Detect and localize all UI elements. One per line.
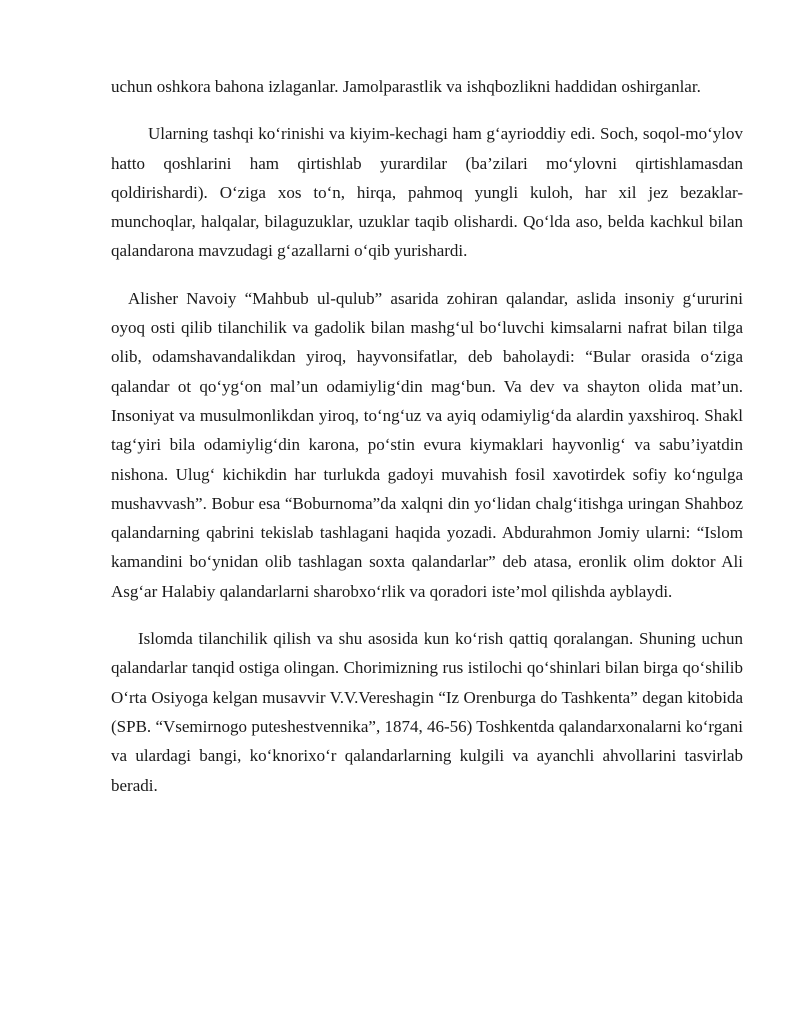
paragraph-1: uchun oshkora bahona izlaganlar. Jamolparastlik va ishqbozlikni haddidan oshirganlar. — [111, 77, 701, 96]
paragraph-2: Ularning tashqi ko‘rinishi va kiyim-kechagi ham g‘ayrioddiy edi. Soch, soqol-mo‘ylov hatto qoshlarini ham qirtishlab yurardilar (ba’zilari mo‘ylovni qirtishlamasdan qoldirishardi). O‘ziga xos to‘n, hirqa, pahmoq yungli kuloh, har xil jez bezaklar-munchoqlar, halqalar, bilaguzuklar, uzuklar taqib olishardi. Qo‘lda aso, belda kachkul bilan qalandarona mavzudagi g‘azallarni o‘qib yurishardi. — [111, 124, 743, 261]
paragraph-3: Alisher Navoiy “Mahbub ul-qulub” asarida zohiran qalandar, aslida insoniy g‘ururini oyoq osti qilib tilanchilik va gadolik bilan mashg‘ul bo‘luvchi kimsalarni nafrat bilan tilga olib, odamshavandalikdan yiroq, hayvonsifatlar, deb baholaydi: “Bular orasida o‘ziga qalandar ot qo‘yg‘on mal’un odamiylig‘din mag‘bun. Va dev va shayton olida mat’un. Insoniyat va musulmonlikdan yiroq, to‘ng‘uz va ayiq odamiylig‘da alardin yaxshiroq. Shakl tag‘yiri bila odamiylig‘din karona, po‘stin evura kiymaklari hayvonlig‘ va sabu’iyatdin nishona. Ulug‘ kichikdin har turlukda gadoyi muvahish fosil xavotirdek sofiy ko‘ngulga mushavvash”. Bobur esa “Boburnoma”da xalqni din yo‘lidan chalg‘itishga uringan Shahboz qalandarning qabrini tekislab tashlagani haqida yozadi. Abdurahmon Jomiy ularni: “Islom kamandini bo‘ynidan olib tashlagan soxta qalandarlar” deb atasa, eronlik olim doktor Ali Asg‘ar Halabiy qalandarlarni sharobxo‘rlik va qoradori iste’mol qilishda ayblaydi. — [111, 288, 743, 601]
paragraph-4: Islomda tilanchilik qilish va shu asosida kun ko‘rish qattiq qoralangan. Shuning uchun qalandarlar tanqid ostiga olingan. Chorimizning rus istilochi qo‘shinlari bilan birga qo‘shilib O‘rta Osiyoga kelgan musavvir V.V.Vereshagin “Iz Orenburga do Tashkenta” degan kitobida (SPB. “Vsemirnogo puteshestvennika”, 1874, 46-56) Toshkentda qalandarxonalarni ko‘rgani va ulardagi bangi, ko‘knorixo‘r qalandarlarning kulgili va ayanchli ahvollarini tasvirlab beradi. — [111, 629, 743, 795]
document-page — [111, 72, 743, 800]
